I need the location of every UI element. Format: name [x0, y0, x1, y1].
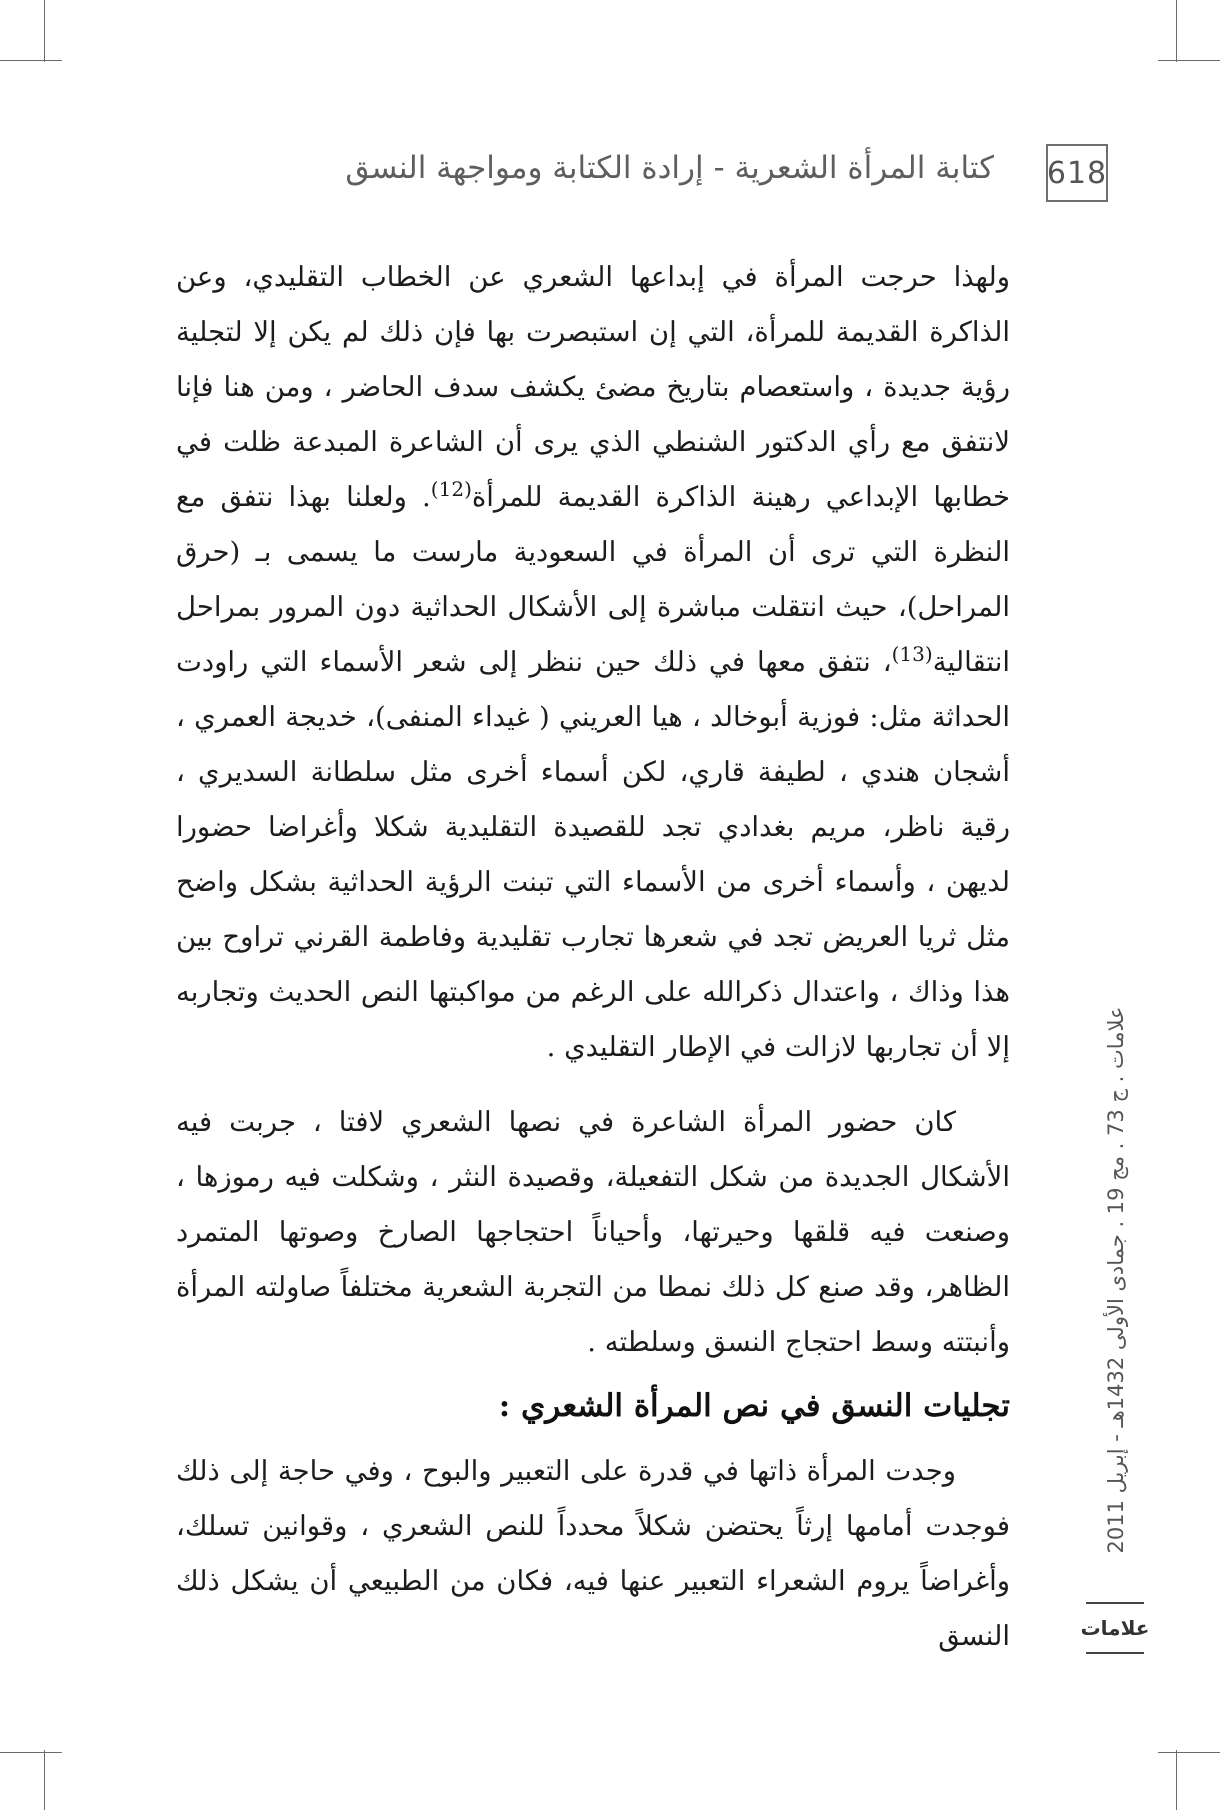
crop-mark-top-right [1176, 0, 1177, 62]
crop-mark-bottom-right [1176, 1750, 1177, 1810]
crop-mark-bottom-right-h [1158, 1752, 1220, 1753]
page-number: 618 [1046, 144, 1108, 202]
journal-logo: علامات [1080, 1616, 1150, 1640]
paragraph-1-text: ولهذا حرجت المرأة في إبداعها الشعري عن الخطاب التقليدي، وعن الذاكرة القديمة للمرأة، التي إن استبصرت بها فإن ذلك لم يكن إلا لتجلية رؤية جديدة ، واستعصام بتاريخ مضئ يكشف سدف الحاضر ، ومن هنا فإنا لانتفق مع رأي الدكتور الشنطي الذي يرى أن الشاعرة المبدعة ظلت في خطابها الإبداعي رهينة الذاكرة القديمة للمرأة [176, 261, 1011, 513]
journal-issue-info [1098, 960, 1134, 1600]
crop-mark-bottom-left [44, 1750, 45, 1810]
crop-mark-top-left [44, 0, 45, 62]
crop-mark-bottom-left-h [0, 1752, 62, 1753]
journal-issue-text: علامات . ج 73 . مج 19 . جمادى الأولى 1432هـ - إبريل 2011 [1104, 1006, 1128, 1554]
paragraph-3: وجدت المرأة ذاتها في قدرة على التعبير والبوح ، وفي حاجة إلى ذلك فوجدت أمامها إرثاً يحتضن شكلاً محدداً للنص الشعري ، وقوانين تسلك، وأغراضاً يروم الشعراء التعبير عنها فيه، فكان من الطبيعي أن يشكل ذلك النسق [176, 1455, 1010, 1652]
paragraph-1 [176, 250, 1010, 1075]
crop-mark-top-right-h [1158, 60, 1220, 61]
section-heading: تجليات النسق في نص المرأة الشعري : [498, 1388, 1010, 1424]
footnote-ref-13: (13) [891, 641, 933, 666]
paragraph-2: كان حضور المرأة الشاعرة في نصها الشعري لافتا ، جربت فيه الأشكال الجديدة من شكل التفعيلة، وقصيدة النثر ، وشكلت فيه رموزها ، وصنعت فيه قلقها وحيرتها، وأحياناً احتجاجها الصارخ وصوتها المتمرد الظاهر، وقد صنع كل ذلك نمطا من التجربة الشعرية مختلفاً صاولته المرأة وأنبتته وسط احتجاج النسق وسلطته . [176, 1106, 1010, 1358]
running-title: كتابة المرأة الشعرية - إرادة الكتابة ومواجهة النسق [345, 150, 994, 186]
crop-mark-top-left-h [0, 60, 62, 61]
logo-rule-top [1086, 1602, 1144, 1604]
article-body [176, 250, 1010, 1664]
logo-rule-bottom [1086, 1652, 1144, 1654]
paragraph-1-text-b: . ولعلنا بهذا نتفق مع النظرة التي ترى أن المرأة في السعودية مارست ما يسمى بـ (حرق المراحل)، حيث انتقلت مباشرة إلى الأشكال الحداثية دون المرور بمراحل انتقالية [176, 481, 1010, 678]
paragraph-1-text-c: ، نتفق معها في ذلك حين ننظر إلى شعر الأسماء التي راودت الحداثة مثل: فوزية أبوخالد ، هيا العريني ( غيداء المنفى)، خديجة العمري ، أشجان هندي ، لطيفة قاري، لكن أسماء أخرى مثل سلطانة السديري ، رقية ناظر، مريم بغدادي تجد للقصيدة التقليدية شكلا وأغراضا حضورا لديهن ، وأسماء أخرى من الأسماء التي تبنت الرؤية الحداثية بشكل واضح مثل ثريا العريض تجد في شعرها تجارب تقليدية وفاطمة القرني تراوح بين هذا وذاك ، واعتدال ذكرالله على الرغم من مواكبتها النص الحديث وتجاربه إلا أن تجاربها لازالت في الإطار التقليدي . [176, 646, 1010, 1063]
footnote-ref-12: (12) [430, 476, 472, 501]
